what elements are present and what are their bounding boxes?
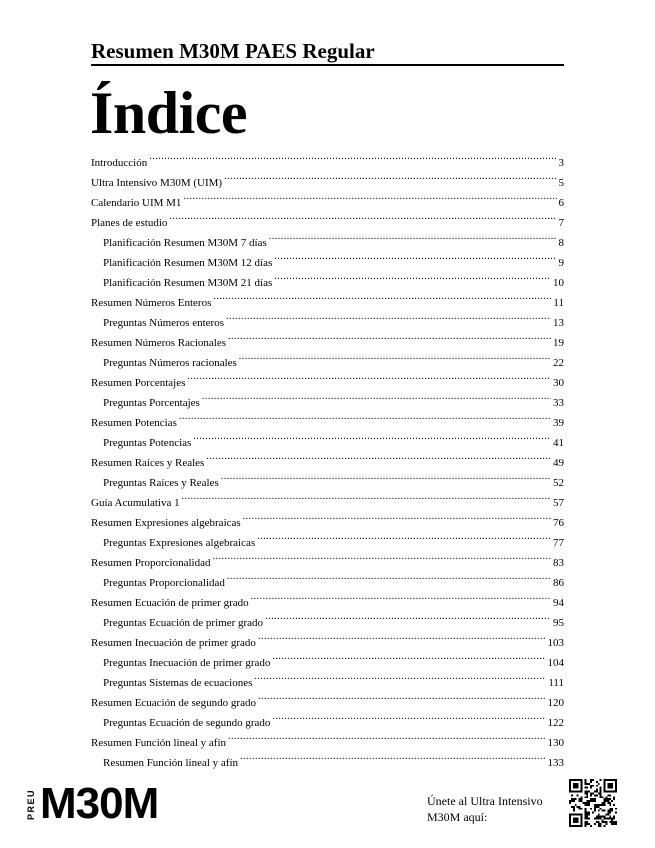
toc-dot-leader (258, 626, 546, 646)
toc-dot-leader (212, 546, 551, 566)
toc-dot-leader (239, 346, 551, 366)
toc-entry-page: 22 (553, 357, 564, 369)
toc-entry-label: Preguntas Expresiones algebraicas (103, 537, 256, 549)
page-title: Índice (90, 80, 248, 146)
toc-entry-page: 130 (547, 737, 564, 749)
toc-entry-label: Resumen Números Enteros (91, 297, 212, 309)
toc-dot-leader (182, 486, 551, 506)
toc-entry-label: Resumen Potencias (91, 417, 177, 429)
toc-dot-leader (179, 406, 551, 426)
toc-entry-label: Preguntas Porcentajes (103, 397, 200, 409)
toc-entry-label: Preguntas Ecuación de segundo grado (103, 717, 271, 729)
toc-entry-page: 111 (548, 677, 564, 689)
toc-entry-page: 94 (553, 597, 564, 609)
toc-entry-page: 104 (547, 657, 564, 669)
toc-entry-label: Resumen Función lineal y afín (103, 757, 239, 769)
toc-dot-leader (228, 726, 545, 746)
toc-entry-page: 122 (547, 717, 564, 729)
toc-entry-page: 39 (553, 417, 564, 429)
toc-dot-leader (202, 386, 551, 406)
toc-entry-page: 19 (553, 337, 564, 349)
toc-entry-label: Resumen Inecuación de primer grado (91, 637, 256, 649)
toc-entry-label: Resumen Ecuación de primer grado (91, 597, 249, 609)
toc-dot-leader (272, 706, 545, 726)
toc-entry-label: Resumen Función lineal y afín (91, 737, 227, 749)
toc-entry[interactable] (91, 146, 564, 169)
toc-dot-leader (274, 266, 551, 286)
toc-dot-leader (169, 206, 556, 226)
toc-entry-page: 86 (553, 577, 564, 589)
toc-entry-page: 77 (553, 537, 564, 549)
toc-dot-leader (251, 586, 551, 606)
toc-entry-label: Planificación Resumen M30M 21 días (103, 277, 273, 289)
toc-entry-label: Planificación Resumen M30M 12 días (103, 257, 273, 269)
toc-entry-label: Preguntas Números enteros (103, 317, 224, 329)
toc-entry-page: 33 (553, 397, 564, 409)
toc-dot-leader (213, 286, 551, 306)
toc-dot-leader (193, 426, 551, 446)
toc-entry-page: 7 (558, 217, 564, 229)
toc-entry-page: 13 (553, 317, 564, 329)
toc-dot-leader (206, 446, 551, 466)
toc-entry-page: 41 (553, 437, 564, 449)
toc-entry-page: 11 (553, 297, 564, 309)
toc-entry-label: Ultra Intensivo M30M (UIM) (91, 177, 223, 189)
toc-entry-label: Resumen Ecuación de segundo grado (91, 697, 256, 709)
toc-entry-page: 5 (558, 177, 564, 189)
toc-entry-label: Preguntas Raíces y Reales (103, 477, 219, 489)
toc-entry-label: Calendario UIM M1 (91, 197, 182, 209)
toc-entry-label: Resumen Raíces y Reales (91, 457, 205, 469)
toc-entry-label: Planificación Resumen M30M 7 días (103, 237, 267, 249)
toc-dot-leader (272, 646, 545, 666)
document-header: Resumen M30M PAES Regular (91, 38, 564, 66)
toc-dot-leader (258, 686, 546, 706)
toc-dot-leader (240, 746, 545, 766)
toc-dot-leader (227, 566, 551, 586)
toc-entry-page: 30 (553, 377, 564, 389)
toc-entry-label: Guía Acumulativa 1 (91, 497, 180, 509)
logo-wordmark: M30M (40, 779, 159, 824)
logo-prefix: PREU (26, 788, 36, 820)
toc-entry-label: Preguntas Ecuación de primer grado (103, 617, 264, 629)
toc-entry-label: Preguntas Inecuación de primer grado (103, 657, 271, 669)
toc-entry-page: 9 (558, 257, 564, 269)
toc-entry-page: 133 (547, 757, 564, 769)
toc-entry-label: Preguntas Números racionales (103, 357, 237, 369)
toc-dot-leader (257, 526, 551, 546)
toc-entry-label: Preguntas Sistemas de ecuaciones (103, 677, 253, 689)
toc-entry-page: 103 (547, 637, 564, 649)
toc-entry-page: 83 (553, 557, 564, 569)
toc-entry-label: Resumen Proporcionalidad (91, 557, 211, 569)
toc-entry-page: 3 (558, 157, 564, 169)
toc-entry-label: Preguntas Potencias (103, 437, 192, 449)
toc-entry-page: 76 (553, 517, 564, 529)
toc-dot-leader (149, 146, 556, 166)
toc-entry-label: Introducción (91, 157, 148, 169)
toc-dot-leader (183, 186, 556, 206)
toc-entry-page: 6 (558, 197, 564, 209)
toc-dot-leader (269, 226, 557, 246)
toc-dot-leader (226, 306, 551, 326)
toc-dot-leader (224, 166, 556, 186)
toc-entry[interactable] (91, 166, 564, 189)
toc-entry-page: 52 (553, 477, 564, 489)
join-cta-text: Únete al Ultra Intensivo M30M aquí: (427, 794, 543, 824)
toc-entry-label: Planes de estudio (91, 217, 168, 229)
toc-dot-leader (243, 506, 551, 526)
toc-dot-leader (265, 606, 551, 626)
toc-entry-page: 95 (553, 617, 564, 629)
m30m-logo (26, 778, 196, 824)
toc-dot-leader (228, 326, 551, 346)
qr-code-icon[interactable] (569, 779, 617, 827)
table-of-contents (91, 146, 564, 769)
toc-entry-page: 49 (553, 457, 564, 469)
toc-dot-leader (254, 666, 546, 686)
toc-entry-page: 57 (553, 497, 564, 509)
toc-entry-page: 120 (547, 697, 564, 709)
toc-dot-leader (274, 246, 556, 266)
toc-dot-leader (221, 466, 551, 486)
toc-entry-label: Resumen Expresiones algebraicas (91, 517, 241, 529)
toc-entry-label: Resumen Porcentajes (91, 377, 186, 389)
toc-entry-page: 8 (558, 237, 564, 249)
toc-entry-label: Resumen Números Racionales (91, 337, 227, 349)
toc-dot-leader (187, 366, 551, 386)
toc-entry-page: 10 (553, 277, 564, 289)
toc-entry-label: Preguntas Proporcionalidad (103, 577, 225, 589)
